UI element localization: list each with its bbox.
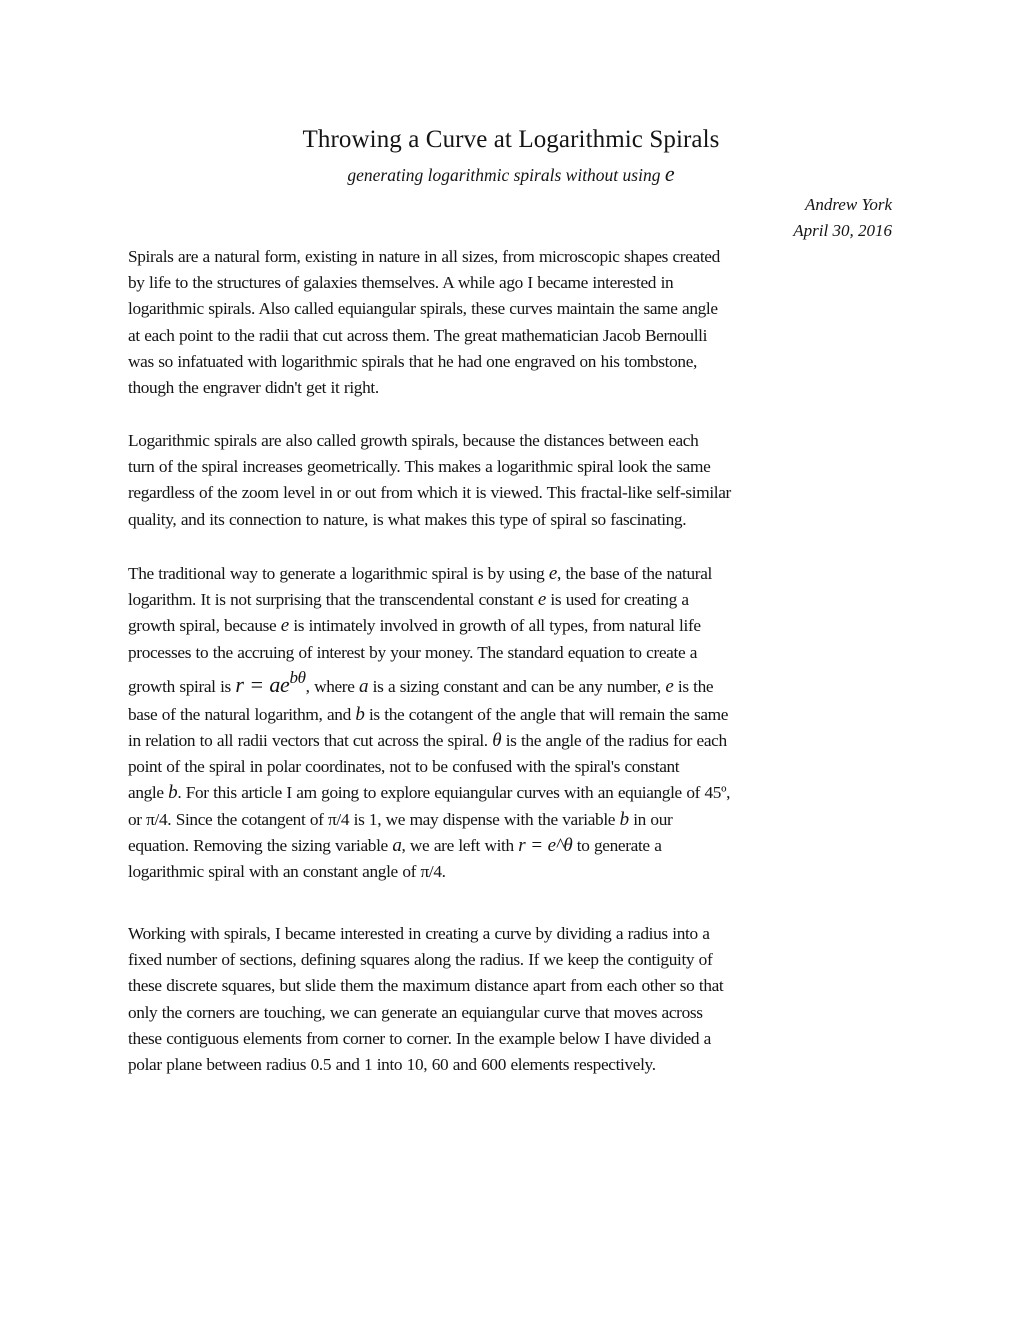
text-run: is the angle of the radius for each xyxy=(501,731,727,751)
text-run: growth spiral is xyxy=(128,676,236,696)
document-subtitle xyxy=(128,162,894,187)
equation-spiral xyxy=(235,667,306,697)
math-variable: a xyxy=(359,675,369,697)
math-variable: θ xyxy=(492,730,502,752)
subtitle-text: generating logarithmic spirals without using xyxy=(347,165,665,185)
text-line: Logarithmic spirals are also called growth spirals, because the distances between each xyxy=(128,431,699,450)
text-run: in our xyxy=(628,809,673,829)
text-run: to generate a xyxy=(572,835,662,855)
text-line: these discrete squares, but slide them the maximum distance apart from each other so that xyxy=(128,976,724,996)
text-run: logarithm. It is not surprising that the transcendental constant xyxy=(128,590,538,610)
text-run: is a sizing constant and can be any number, xyxy=(368,676,666,696)
document-title: Throwing a Curve at Logarithmic Spirals xyxy=(302,126,720,153)
text-line: was so infatuated with logarithmic spirals that he had one engraved on his tombstone, xyxy=(128,351,697,371)
paragraph-intro xyxy=(128,244,894,401)
text-run: . For this article I am going to explore equiangular curves with an equiangle of 45º, xyxy=(177,783,731,803)
math-variable: b xyxy=(619,808,629,830)
text-line: logarithmic spiral with an constant angle of π/4. xyxy=(128,862,446,882)
text-run: equation. Removing the sizing variable xyxy=(128,835,393,855)
math-variable: b xyxy=(168,782,178,804)
text-line: Spirals are a natural form, existing in nature in all sizes, from microscopic shapes created xyxy=(128,247,720,266)
text-run: is the xyxy=(673,676,714,696)
text-line: logarithmic spirals. Also called equiangular spirals, these curves maintain the same angle xyxy=(128,299,718,319)
text-line xyxy=(128,667,894,702)
text-run: , the base of the natural xyxy=(557,564,712,583)
equation-exponent: bθ xyxy=(289,667,306,687)
text-run: is the cotangent of the angle that will remain the same xyxy=(364,704,729,724)
paragraph-squares-curve xyxy=(128,921,894,1078)
text-run: base of the natural logarithm, and xyxy=(128,704,356,724)
text-line xyxy=(128,587,894,613)
text-run: is used for creating a xyxy=(545,590,689,610)
subtitle-variable: e xyxy=(664,161,675,186)
text-run: in relation to all radii vectors that cut across the spiral. xyxy=(128,731,493,751)
math-variable: e xyxy=(548,563,557,584)
math-variable: a xyxy=(392,834,402,856)
text-line: quality, and its connection to nature, is what makes this type of spiral so fascinating. xyxy=(128,509,687,529)
paragraph-traditional-equation xyxy=(128,561,894,885)
text-line: polar plane between radius 0.5 and 1 into 10, 60 and 600 elements respectively. xyxy=(128,1055,656,1075)
text-line: fixed number of sections, defining squares along the radius. If we keep the contiguity of xyxy=(128,950,713,970)
math-variable: e xyxy=(280,615,289,637)
text-run: , where xyxy=(305,676,360,696)
math-variable: b xyxy=(355,703,365,725)
text-line xyxy=(128,728,894,754)
text-line: at each point to the radii that cut across them. The great mathematician Jacob Bernoulli xyxy=(128,325,708,345)
text-run: , we are left with xyxy=(401,835,519,855)
text-run: The traditional way to generate a logarithmic spiral is by using xyxy=(128,564,549,583)
text-line: regardless of the zoom level in or out from which it is viewed. This fractal-like self-similar xyxy=(128,483,731,503)
equation-simplified: r = e^θ xyxy=(518,834,573,856)
text-line: by life to the structures of galaxies themselves. A while ago I became interested in xyxy=(128,273,674,293)
text-line: these contiguous elements from corner to corner. In the example below I have divided a xyxy=(128,1028,711,1048)
text-line: point of the spiral in polar coordinates, not to be confused with the spiral's constant xyxy=(128,757,680,777)
text-line xyxy=(128,807,894,833)
text-line: turn of the spiral increases geometrically. This makes a logarithmic spiral look the same xyxy=(128,457,711,477)
text-line xyxy=(128,833,894,859)
text-run: growth spiral, because xyxy=(128,616,281,636)
text-line: processes to the accruing of interest by your money. The standard equation to create a xyxy=(128,642,698,662)
text-line xyxy=(128,561,894,587)
text-run: or π/4. Since the cotangent of π/4 is 1, we may dispense with the variable xyxy=(128,809,620,829)
text-line xyxy=(128,613,894,639)
text-line: only the corners are touching, we can generate an equiangular curve that moves across xyxy=(128,1002,703,1022)
text-run: is intimately involved in growth of all types, from natural life xyxy=(288,616,701,636)
author-name: Andrew York xyxy=(804,195,892,214)
text-run: angle xyxy=(128,783,169,803)
publication-date: April 30, 2016 xyxy=(793,221,892,240)
paragraph-growth-spirals xyxy=(128,428,894,533)
equation-main: r = ae xyxy=(235,671,290,697)
math-variable: e xyxy=(665,675,674,697)
text-line xyxy=(128,780,894,806)
text-line xyxy=(128,702,894,728)
math-variable: e xyxy=(537,589,546,611)
text-line: though the engraver didn't get it right. xyxy=(128,378,379,398)
text-line: Working with spirals, I became interested in creating a curve by dividing a radius into a xyxy=(128,924,710,943)
